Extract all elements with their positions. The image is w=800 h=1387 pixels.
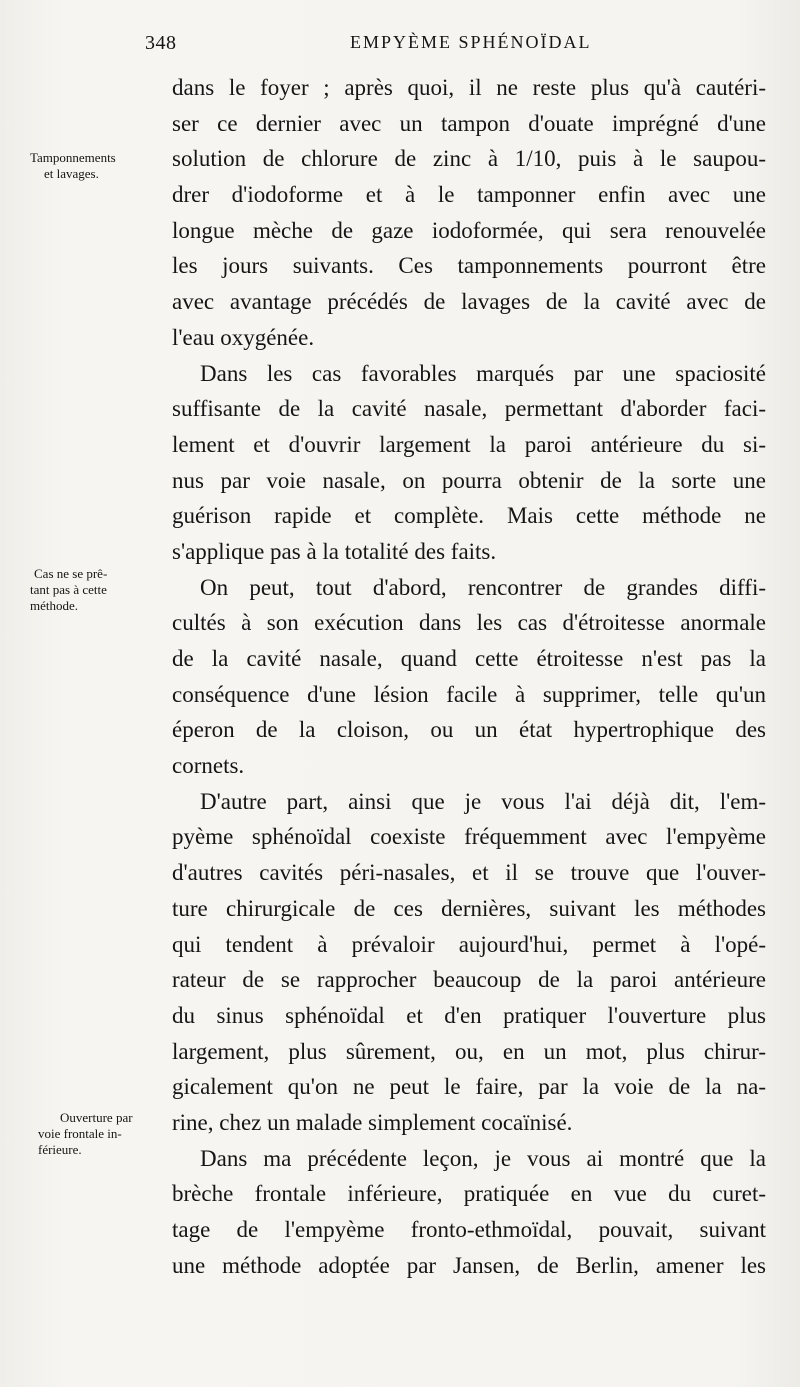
- text-line: On peut, tout d'abord, rencontrer de grandes diffi-: [200, 574, 766, 600]
- margin-note-cas-ne-se-pretant: [30, 566, 163, 614]
- text-line: guérison rapide et complète. Mais cette méthode ne: [172, 503, 766, 529]
- text-line: lement et d'ouvrir largement la paroi antérieure du si-: [172, 431, 766, 457]
- text-line: drer d'iodoforme et à le tamponner enfin avec une: [172, 182, 766, 208]
- text-line: ture chirurgicale de ces dernières, suivant les méthodes: [172, 895, 766, 921]
- text-line: qui tendent à prévaloir aujourd'hui, permet à l'opé-: [172, 931, 766, 957]
- margin-note-line: férieure.: [38, 1142, 82, 1157]
- margin-note-line: Tamponnements: [30, 150, 116, 165]
- text-line: éperon de la cloison, ou un état hypertrophique des: [172, 717, 766, 743]
- margin-note-line: et lavages.: [44, 166, 99, 181]
- margin-note-line: tant pas à cette: [30, 582, 107, 597]
- running-title: EMPYÈME SPHÉNOÏDAL: [350, 32, 592, 52]
- text-line: pyème sphénoïdal coexiste fréquemment avec l'empyème: [172, 824, 766, 850]
- text-line: Dans ma précédente leçon, je vous ai montré que la: [200, 1145, 766, 1171]
- text-line: largement, plus sûrement, ou, en un mot, plus chirur-: [172, 1038, 766, 1064]
- text-line: suffisante de la cavité nasale, permettant d'aborder faci-: [172, 396, 766, 422]
- text-line: rateur de se rapprocher beaucoup de la paroi antérieure: [172, 967, 766, 993]
- text-line: du sinus sphénoïdal et d'en pratiquer l'ouverture plus: [172, 1002, 766, 1028]
- text-line: avec avantage précédés de lavages de la cavité avec de: [172, 289, 766, 315]
- text-line: dans le foyer ; après quoi, il ne reste plus qu'à cautéri-: [172, 75, 766, 100]
- margin-note-line: méthode.: [30, 598, 79, 613]
- text-line: de la cavité nasale, quand cette étroitesse n'est pas la: [172, 646, 766, 671]
- text-line: solution de chlorure de zinc à 1/10, puis à le saupou-: [172, 146, 766, 172]
- margin-note-tamponnements: [30, 150, 163, 182]
- margin-note-line: Cas ne se prê-: [34, 566, 108, 581]
- text-line: une méthode adoptée par Jansen, de Berlin, amener les: [172, 1252, 766, 1278]
- body-text: [172, 70, 766, 1283]
- text-line: longue mèche de gaze iodoformée, qui sera renouvelée: [172, 217, 766, 243]
- text-line: rine, chez un malade simplement cocaïnisé.: [172, 1109, 573, 1135]
- text-line: D'autre part, ainsi que je vous l'ai déjà dit, l'em-: [200, 788, 766, 814]
- text-line: gicalement qu'on ne peut le faire, par la voie de la na-: [172, 1074, 766, 1100]
- text-line: Dans les cas favorables marqués par une spaciosité: [200, 360, 766, 386]
- text-line: nus par voie nasale, on pourra obtenir de la sorte une: [172, 467, 766, 493]
- text-line: ser ce dernier avec un tampon d'ouate imprégné d'une: [172, 110, 766, 136]
- text-line: l'eau oxygénée.: [172, 324, 315, 350]
- text-line: conséquence d'une lésion facile à supprimer, telle qu'un: [172, 681, 766, 707]
- margin-note-line: voie frontale in-: [38, 1126, 122, 1141]
- text-line: d'autres cavités péri-nasales, et il se trouve que l'ouver-: [172, 860, 766, 886]
- page-header: [145, 30, 745, 60]
- text-line: les jours suivants. Ces tamponnements pourront être: [172, 253, 766, 279]
- margin-note-line: Ouverture par: [60, 1110, 133, 1125]
- margin-note-ouverture: [38, 1110, 171, 1158]
- page-number: 348: [145, 32, 177, 54]
- text-line: tage de l'empyème fronto-ethmoïdal, pouvait, suivant: [172, 1217, 766, 1242]
- text-line: cornets.: [172, 753, 245, 779]
- text-line: cultés à son exécution dans les cas d'étroitesse anormale: [172, 610, 766, 636]
- text-line: s'applique pas à la totalité des faits.: [172, 538, 497, 564]
- text-line: brèche frontale inférieure, pratiquée en vue du curet-: [172, 1181, 766, 1207]
